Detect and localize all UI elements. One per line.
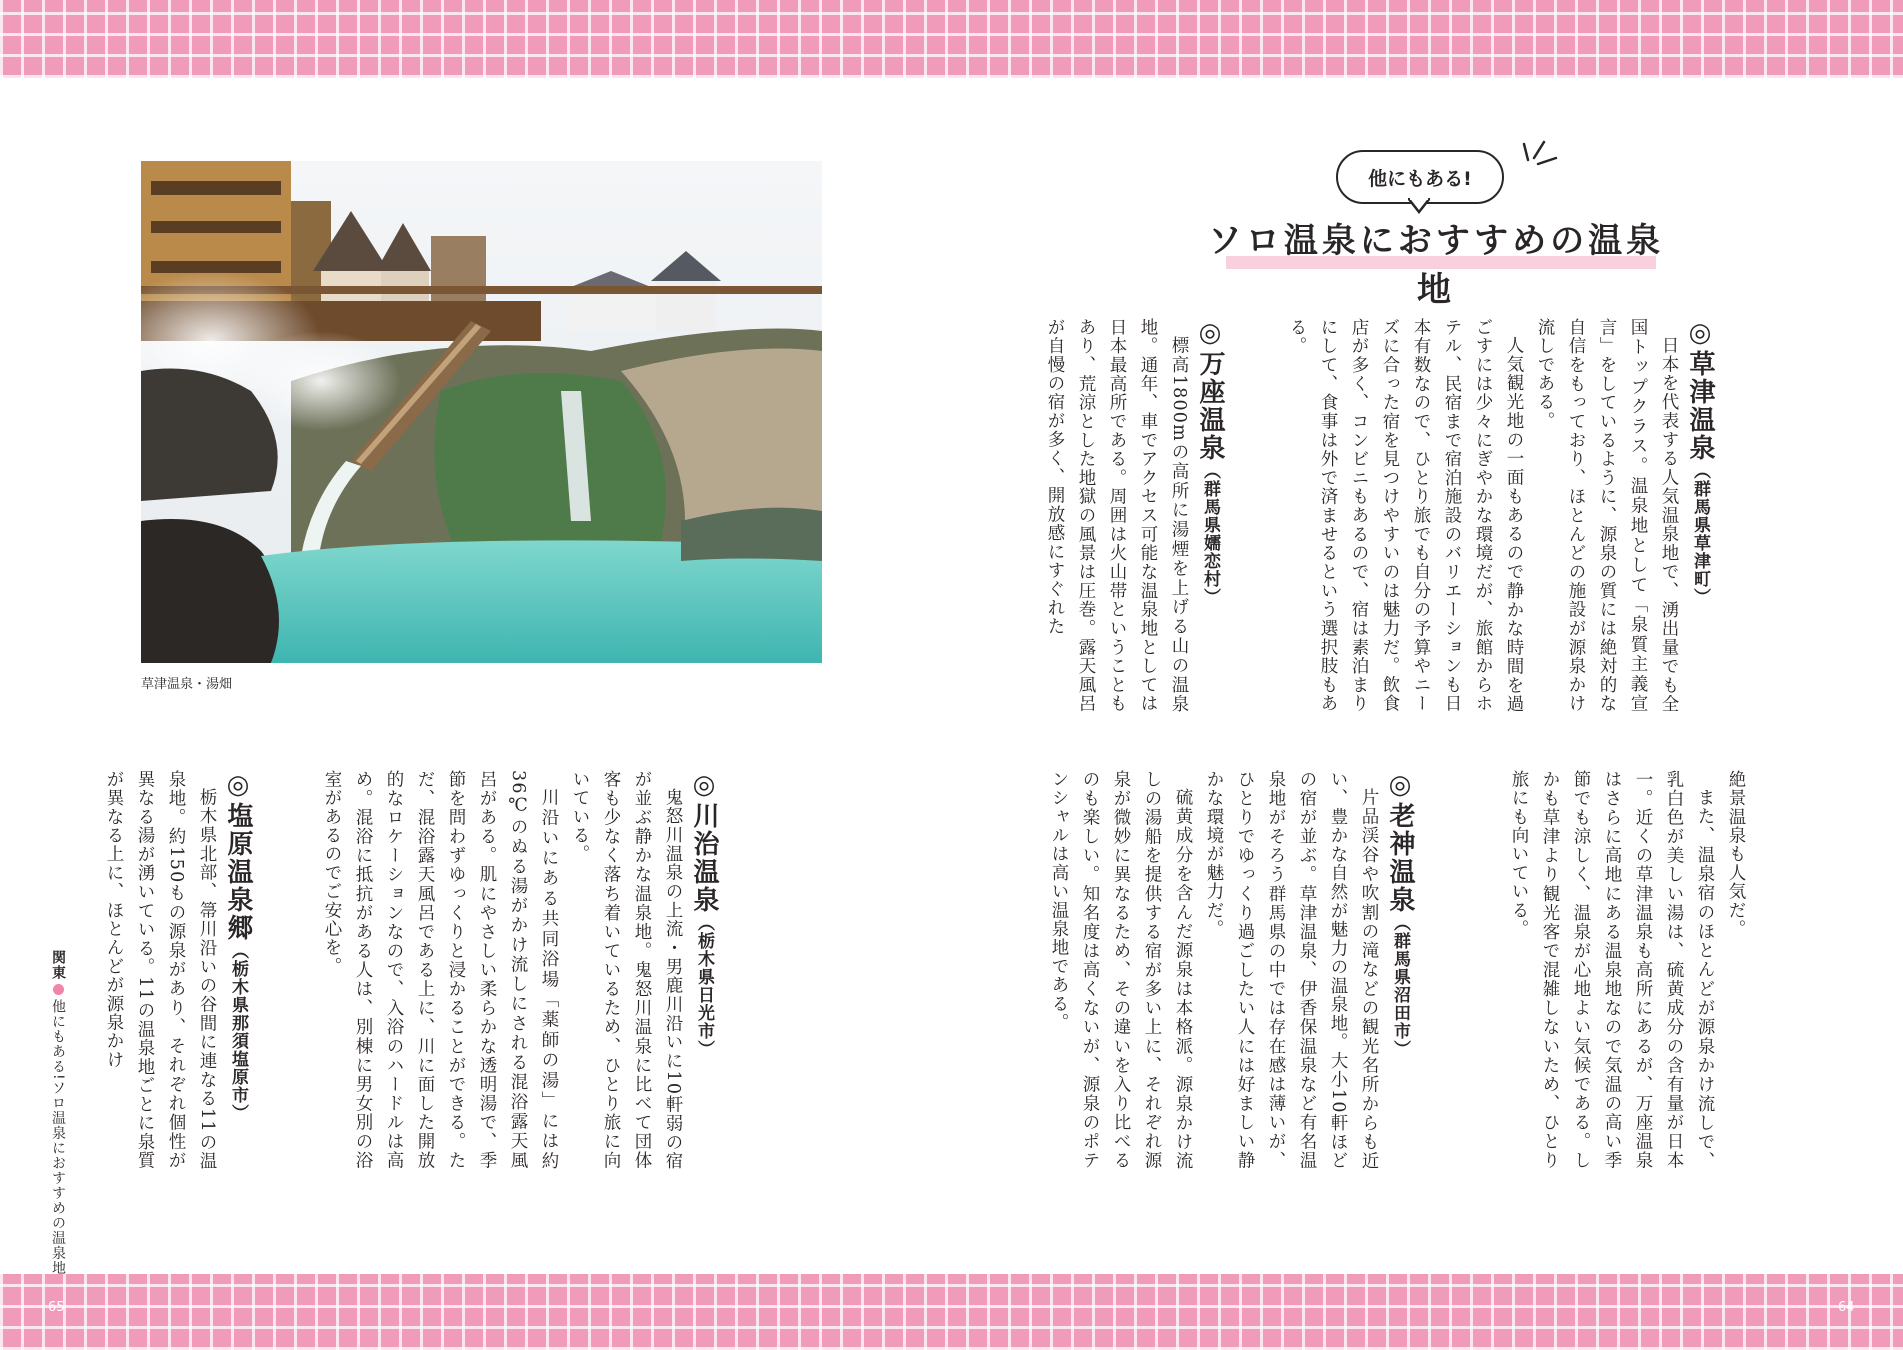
article-paragraph: 川沿いにある共同浴場「薬師の湯」には約36℃のぬる湯がかけ流しにされる混浴露天風呂がある。肌にやさしい柔らかな透明湯で、季節を問わずゆっくりと浸かることができる。ただ、混浴露天風呂である上に、川に面した開放的なロケーションなので、入浴のハードルは高め。混浴に抵抗がある人は、別棟に男女別の浴室があるのでご安心を。: [322, 770, 559, 1170]
article-manza: [1039, 318, 1233, 713]
article-paragraph: また、温泉宿のほとんどが源泉かけ流しで、乳白色が美しい湯は、硫黄成分の含有量が日本一。近くの草津温泉も高所にあるが、万座温泉はさらに高地にある温泉地なので気温の高い季節でも涼しく、温泉が心地よい気候である。しかも草津より観光客で混雑しないため、ひとり旅にも向いている。: [1509, 770, 1715, 1170]
article-kusatsu: [1281, 318, 1723, 713]
bottom-decorative-band: [0, 1274, 1903, 1350]
article-paragraph: 人気観光地の一面もあるので静かな時間を過ごすには少々にぎやかな環境だが、旅館からホテル、民宿まで宿泊施設のバリエーションも日本有数なので、ひとり旅でも自分の予算やニーズに合った宿を見つけやすいのは魅力だ。飲食店が多く、コンビニもあるので、宿は素泊まりにして、食事は外で済ませるという選択肢もある。: [1287, 318, 1524, 713]
region-label: 関東: [50, 950, 66, 980]
heading-prefecture: （群馬県嬬恋村）: [1200, 462, 1220, 606]
callout-bubble-text: 他にもある!: [1336, 150, 1504, 204]
page-number-left: 65: [48, 1300, 65, 1315]
article-paragraph: 標高1800mの高所に湯煙を上げる山の温泉地。通年、車でアクセス可能な温泉地としては日本最高所である。周囲は火山帯ということもあり、荒涼とした地獄の風景は圧巻。露天風呂が自慢の宿が多く、開放感にすぐれた: [1045, 318, 1189, 713]
page-number-right: 64: [1838, 1300, 1855, 1315]
heading-name: 草津温泉: [1685, 350, 1715, 462]
article-paragraph: 日本を代表する人気温泉地で、湧出量でも全国トップクラス。温泉地として「泉質主義宣言」をしているように、源泉の質には絶対的な自信をもっており、ほとんどの施設が源泉かけ流しである。: [1535, 318, 1679, 713]
section-side-label: [48, 950, 68, 1276]
page-title: ソロ温泉におすすめの温泉地: [1207, 221, 1665, 310]
article-oigami: [1043, 770, 1423, 1170]
article-manza-continued: [1503, 770, 1751, 1170]
article-heading: [1384, 770, 1415, 1058]
bullet-dot-icon: [53, 984, 64, 995]
callout-bubble: [1336, 150, 1506, 220]
heading-mark: ◎: [223, 770, 253, 802]
heading-name: 万座温泉: [1195, 350, 1225, 462]
section-label-text: 他にもある!ソロ温泉におすすめの温泉地: [50, 999, 66, 1276]
heading-prefecture: （群馬県草津町）: [1690, 462, 1710, 606]
heading-mark: ◎: [1685, 318, 1715, 350]
heading-mark: ◎: [1195, 318, 1225, 350]
heading-mark: ◎: [1385, 770, 1415, 802]
article-paragraph: 栃木県北部、箒川沿いの谷間に連なる11の温泉地。約150もの源泉があり、それぞれ個性が異なる湯が湧いている。11の温泉地ごとに泉質が異なる上に、ほとんどが源泉かけ: [104, 770, 217, 1170]
emphasis-lines-icon: [1522, 132, 1562, 172]
heading-name: 川治温泉: [689, 802, 719, 914]
heading-name: 老神温泉: [1385, 802, 1415, 914]
heading-prefecture: （栃木県那須塩原市）: [228, 942, 248, 1122]
bubble-tail-icon: [1408, 198, 1430, 214]
article-paragraph: 絶景温泉も人気だ。: [1726, 770, 1746, 939]
heading-prefecture: （栃木県日光市）: [694, 914, 714, 1058]
article-paragraph: 硫黄成分を含んだ源泉は本格派。源泉かけ流しの湯船を提供する宿が多い上に、それぞれ源泉が微妙に異なるため、その違いを入り比べるのも楽しい。知名度は高くないが、源泉のポテンシャルは高い温泉地である。: [1049, 770, 1193, 1170]
article-heading: [222, 770, 253, 1122]
yubatake-photo: [141, 161, 822, 663]
top-decorative-band: [0, 0, 1903, 78]
article-heading: [688, 770, 719, 1058]
article-paragraph: 片品渓谷や吹割の滝などの観光名所からも近い、豊かな自然が魅力の温泉地。大小10軒ほどの宿が並ぶ。草津温泉、伊香保温泉など有名温泉地がそろう群馬県の中では存在感は薄いが、ひとりでゆっくり過ごしたい人には好ましい静かな環境が魅力だ。: [1204, 770, 1379, 1170]
photo-caption: 草津温泉・湯畑: [141, 677, 233, 692]
article-heading: [1194, 318, 1225, 606]
article-shiobara: [98, 770, 261, 1170]
article-kawaji: [316, 770, 727, 1170]
heading-mark: ◎: [689, 770, 719, 802]
article-paragraph: 鬼怒川温泉の上流・男鹿川沿いに10軒弱の宿が並ぶ静かな温泉地。鬼怒川温泉に比べて団体客も少なく落ち着いているため、ひとり旅に向いている。: [570, 770, 683, 1170]
heading-name: 塩原温泉郷: [223, 802, 253, 942]
heading-prefecture: （群馬県沼田市）: [1390, 914, 1410, 1058]
article-heading: [1684, 318, 1715, 606]
